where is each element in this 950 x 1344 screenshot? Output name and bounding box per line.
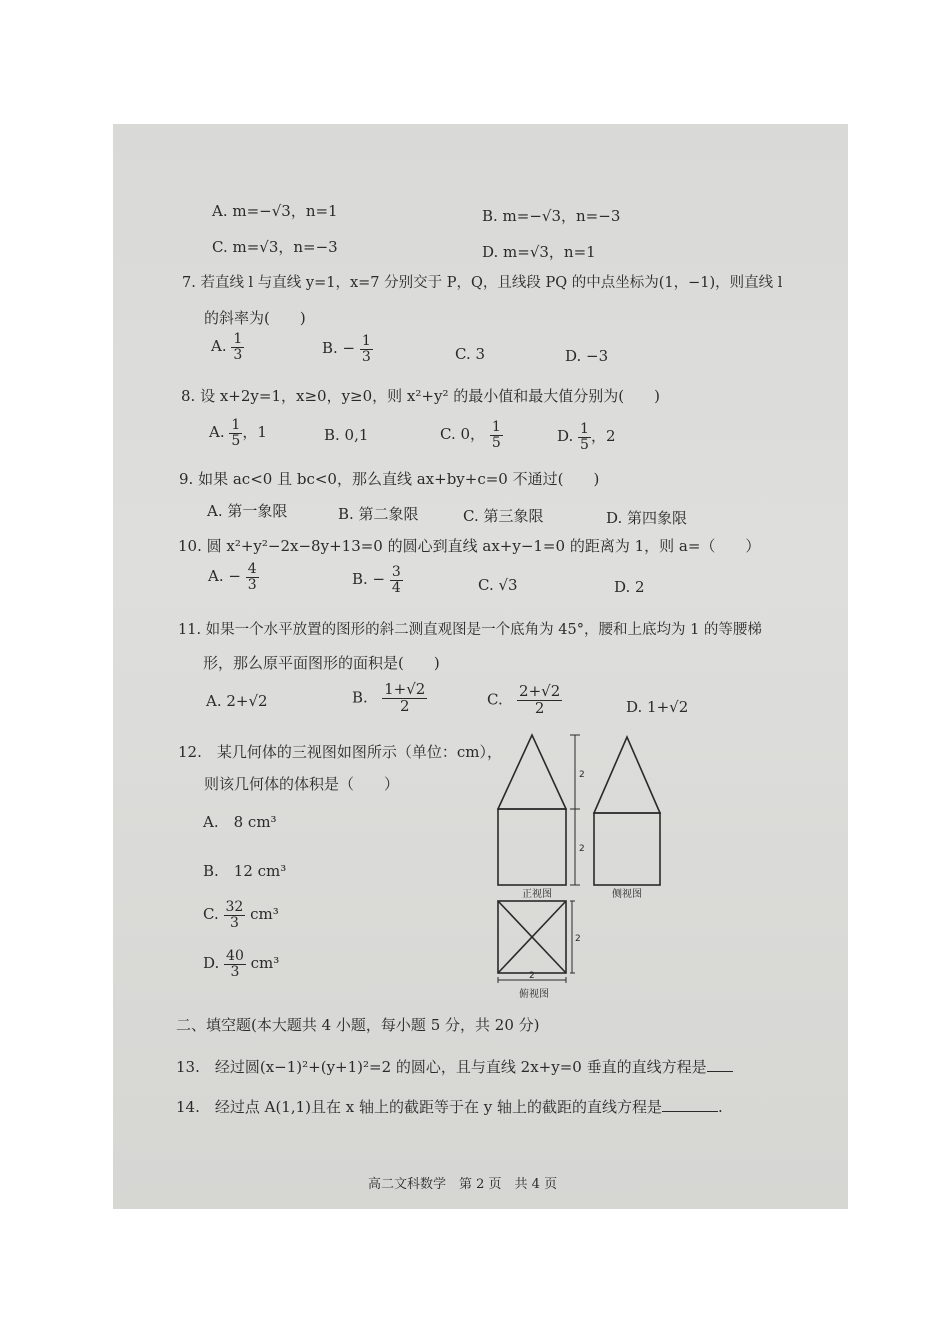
q9-option-d: D. 第四象限 (606, 509, 688, 527)
q9-option-c: C. 第三象限 (463, 507, 544, 525)
q8-option-c: C. 0， $\frac{1}{5}$ (440, 419, 501, 451)
dim-label: 2 (579, 844, 585, 854)
q11-stem-line2: 形，那么原平面图形的面积是( ) (203, 654, 440, 672)
q11-stem-line1: 11. 如果一个水平放置的图形的斜二测直观图是一个底角为 45°，腰和上底均为 1 的等腰梯 (178, 622, 762, 638)
q6-option-d: D. m=√3，n=1 (482, 243, 596, 261)
q10-stem: 10. 圆 x²+y²−2x−8y+13=0 的圆心到直线 ax+y−1=0 的距离为 1，则 a=（ ） (178, 537, 761, 555)
q10-option-d: D. 2 (614, 578, 645, 596)
q12-stem-line2: 则该几何体的体积是（ ） (204, 775, 400, 793)
dim-label: 2 (575, 934, 581, 944)
q7-stem-line2: 的斜率为( ) (204, 309, 306, 327)
q7-option-c: C. 3 (455, 345, 486, 363)
q9-option-a: A. 第一象限 (207, 502, 288, 520)
q11-option-d: D. 1+√2 (626, 698, 689, 716)
q12-option-d: D. $\frac{40}{3}$ cm³ (203, 948, 280, 980)
q11-option-b: B. $\frac{1+√2}{2}$ (352, 680, 426, 715)
q7-option-d: D. −3 (565, 347, 609, 365)
q12-stem-line1: 12. 某几何体的三视图如图所示（单位：cm）， (178, 743, 502, 761)
q10-option-c: C. √3 (478, 576, 518, 594)
front-view-label: 正视图 (522, 889, 552, 900)
front-view-triangle (498, 735, 566, 809)
q13-answer-blank[interactable] (707, 1071, 733, 1072)
q12-option-c: C. $\frac{32}{3}$ cm³ (203, 899, 279, 931)
q8-option-b: B. 0,1 (324, 426, 369, 444)
q14-answer-blank[interactable] (662, 1111, 718, 1112)
q10-option-b: B. − $\frac{3}{4}$ (352, 564, 401, 596)
q13-stem: 13. 经过圆(x−1)²+(y+1)²=2 的圆心，且与直线 2x+y=0 垂直的直线方程是 (176, 1060, 733, 1075)
q11-option-a: A. 2+√2 (206, 692, 268, 710)
q12-option-a: A. 8 cm³ (203, 813, 277, 831)
q7-stem-line1: 7. 若直线 l 与直线 y=1，x=7 分别交于 P，Q，且线段 PQ 的中点坐标为(1，−1)，则直线 l (182, 275, 783, 291)
q9-option-b: B. 第二象限 (338, 505, 419, 523)
q10-option-a: A. − $\frac{4}{3}$ (208, 561, 257, 593)
q6-option-c: C. m=√3，n=−3 (212, 238, 338, 256)
side-view-label: 侧视图 (612, 889, 642, 900)
q6-option-a: A. m=−√3，n=1 (212, 202, 338, 220)
dim-label: 2 (579, 770, 585, 780)
q9-stem: 9. 如果 ac<0 且 bc<0，那么直线 ax+by+c=0 不通过( ) (179, 470, 600, 488)
q6-option-b: B. m=−√3，n=−3 (482, 207, 621, 225)
page-footer: 高二文科数学 第 2 页 共 4 页 (368, 1177, 558, 1192)
q11-option-c: C. $\frac{2+√2}{2}$ (487, 682, 561, 717)
top-view-label: 俯视图 (519, 989, 549, 1000)
q7-option-b: B. − $\frac{1}{3}$ (322, 333, 371, 365)
q8-option-a: A. $\frac{1}{5}$ ，1 (209, 417, 267, 449)
side-view-triangle (594, 737, 660, 813)
q8-stem: 8. 设 x+2y=1，x≥0，y≥0，则 x²+y² 的最小值和最大值分别为( ) (181, 387, 660, 405)
dim-label: 2 (529, 971, 535, 981)
three-view-diagram (480, 725, 680, 1005)
side-view-square (594, 813, 660, 885)
section-fill-in-heading: 二、填空题(本大题共 4 小题，每小题 5 分，共 20 分) (176, 1016, 540, 1034)
q7-option-a: A. $\frac{1}{3}$ (211, 331, 243, 363)
q14-stem: 14. 经过点 A(1,1)且在 x 轴上的截距等于在 y 轴上的截距的直线方程是 . (176, 1098, 723, 1116)
q12-option-b: B. 12 cm³ (203, 862, 287, 880)
q8-option-d: D. $\frac{1}{5}$ ，2 (557, 421, 616, 453)
front-view-square (498, 809, 566, 885)
